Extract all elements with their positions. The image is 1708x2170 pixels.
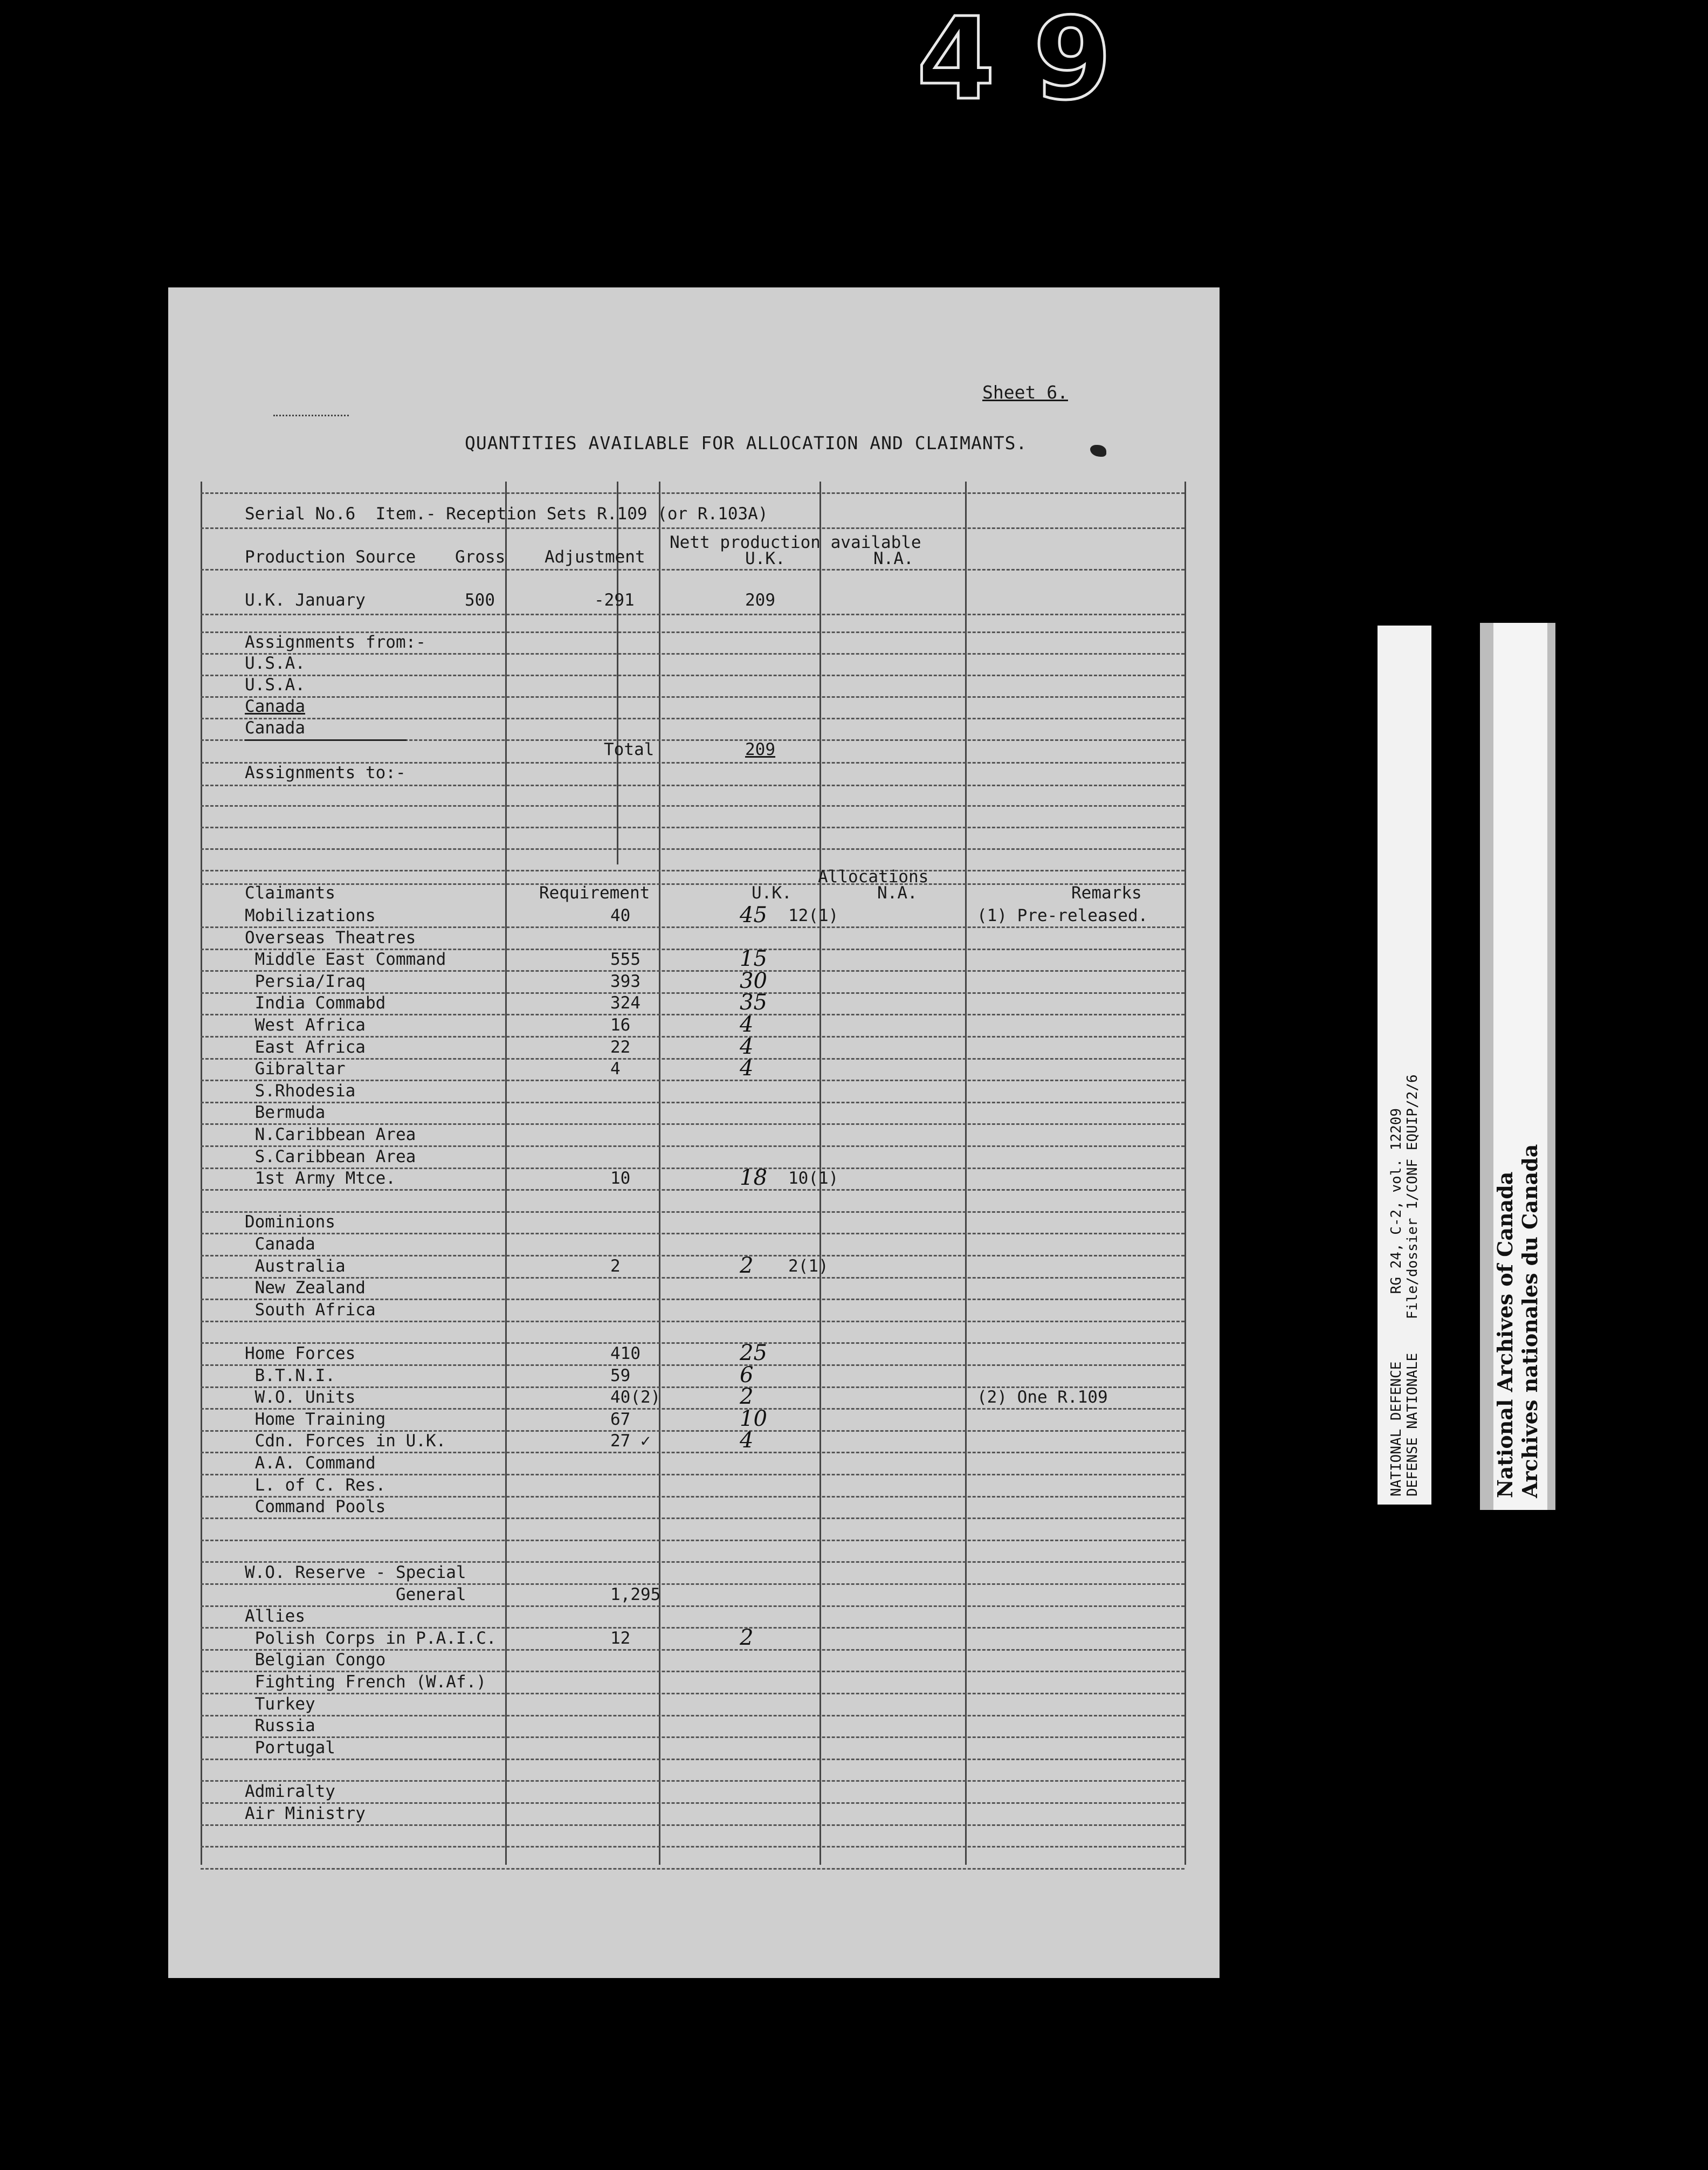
claimant-name: L. of C. Res. bbox=[245, 1475, 386, 1495]
claimant-requirement: 27 ✓ bbox=[610, 1431, 651, 1451]
claimant-requirement: 40(2) bbox=[610, 1388, 661, 1407]
claimant-requirement: 40 bbox=[610, 906, 631, 925]
claimant-name: Air Ministry bbox=[245, 1804, 366, 1823]
claimant-requirement: 59 bbox=[610, 1366, 631, 1385]
claimant-remark: (1) Pre-released. bbox=[977, 906, 1148, 925]
assignment-from-item: U.S.A. bbox=[245, 675, 305, 695]
handwritten-allocation: 45 bbox=[740, 903, 767, 928]
claimant-name: Overseas Theatres bbox=[245, 928, 416, 947]
claimant-requirement: 324 bbox=[610, 993, 640, 1013]
uk-january-gross: 500 bbox=[465, 590, 495, 610]
claimant-name: Fighting French (W.Af.) bbox=[245, 1672, 486, 1692]
claimant-uk-allocation: 2(1) bbox=[788, 1256, 829, 1276]
claimant-uk-allocation: 12(1) bbox=[788, 906, 839, 925]
claimant-name: S.Caribbean Area bbox=[245, 1147, 416, 1166]
assignments-from-label: Assignments from:- bbox=[245, 633, 426, 652]
archives-canada-label bbox=[1480, 623, 1555, 1510]
claimant-name: India Commabd bbox=[245, 993, 386, 1013]
handwritten-allocation: 18 bbox=[740, 1165, 767, 1190]
remarks-header: Remarks bbox=[1071, 883, 1142, 903]
claimant-remark: (2) One R.109 bbox=[977, 1388, 1108, 1407]
claimant-name: Turkey bbox=[245, 1694, 315, 1714]
claimant-requirement: 12 bbox=[610, 1629, 631, 1648]
ink-blot bbox=[1090, 445, 1106, 457]
claimant-name: Admiralty bbox=[245, 1782, 335, 1801]
claimant-requirement: 16 bbox=[610, 1015, 631, 1035]
handwritten-allocation: 35 bbox=[740, 990, 767, 1015]
alloc-na-header: N.A. bbox=[877, 883, 918, 903]
na-header: N.A. bbox=[873, 549, 914, 568]
claimant-requirement: 2 bbox=[610, 1256, 621, 1276]
claimant-name: Home Forces bbox=[245, 1344, 356, 1363]
claimant-name: Home Training bbox=[245, 1410, 386, 1429]
frame-number: 49 bbox=[917, 0, 1150, 125]
alloc-uk-header: U.K. bbox=[752, 883, 792, 903]
uk-header: U.K. bbox=[745, 549, 786, 568]
allocations-header: Allocations bbox=[818, 867, 929, 887]
claimant-requirement: 410 bbox=[610, 1344, 640, 1363]
claimant-name: Dominions bbox=[245, 1212, 335, 1232]
production-source-header: Production Source bbox=[245, 547, 416, 567]
requirement-header: Requirement bbox=[539, 883, 650, 903]
claimant-name: Portugal bbox=[245, 1738, 335, 1757]
claimant-name: Canada bbox=[245, 1234, 315, 1254]
serial-line: Serial No.6 Item.- Reception Sets R.109 (or R.103A) bbox=[245, 504, 768, 524]
claimant-name: Russia bbox=[245, 1716, 315, 1735]
handwritten-allocation: 25 bbox=[740, 1341, 767, 1365]
claimant-name: Middle East Command bbox=[245, 950, 446, 969]
claimant-name: South Africa bbox=[245, 1300, 376, 1320]
claimant-name: N.Caribbean Area bbox=[245, 1125, 416, 1144]
claimant-name: Belgian Congo bbox=[245, 1650, 386, 1670]
claimant-name: Allies bbox=[245, 1606, 305, 1626]
handwritten-allocation: 15 bbox=[740, 946, 767, 971]
total-label: Total bbox=[604, 740, 655, 759]
claimant-requirement: 393 bbox=[610, 972, 640, 991]
claimant-name: East Africa bbox=[245, 1038, 366, 1057]
assignment-from-item: Canada bbox=[245, 697, 305, 716]
total-value: 209 bbox=[745, 740, 775, 759]
claimant-name: Bermuda bbox=[245, 1103, 326, 1122]
assignment-from-item: U.S.A. bbox=[245, 654, 305, 673]
claimant-name: West Africa bbox=[245, 1015, 366, 1035]
claimant-name: Polish Corps in P.A.I.C. bbox=[245, 1629, 497, 1648]
claimant-requirement: 1,295 bbox=[610, 1585, 661, 1604]
claimant-name: Gibraltar bbox=[245, 1059, 346, 1079]
handwritten-allocation: 30 bbox=[740, 969, 767, 993]
claimant-name: B.T.N.I. bbox=[245, 1366, 335, 1385]
claimant-name: Persia/Iraq bbox=[245, 972, 366, 991]
claimant-name: General bbox=[245, 1585, 466, 1604]
allocation-table bbox=[201, 482, 1184, 1865]
handwritten-allocation: 2 bbox=[740, 1625, 754, 1650]
claimant-name: S.Rhodesia bbox=[245, 1081, 356, 1101]
uk-january-adjustment: -291 bbox=[594, 590, 635, 610]
handwritten-allocation: 6 bbox=[740, 1363, 754, 1388]
handwritten-allocation: 10 bbox=[740, 1406, 767, 1431]
claimant-requirement: 10 bbox=[610, 1169, 631, 1188]
handwritten-allocation: 4 bbox=[740, 1034, 754, 1059]
claimant-name: Australia bbox=[245, 1256, 346, 1276]
claimant-name: Cdn. Forces in U.K. bbox=[245, 1431, 446, 1451]
handwritten-allocation: 2 bbox=[740, 1253, 754, 1278]
assignment-from-item: Canada bbox=[245, 718, 305, 738]
uk-january-label: U.K. January bbox=[245, 590, 366, 610]
dash-mark bbox=[273, 415, 349, 416]
archives-canada-text: National Archives of Canada Archives nationales du Canada bbox=[1493, 1144, 1542, 1498]
adjustment-header: Adjustment bbox=[545, 547, 645, 567]
handwritten-allocation: 4 bbox=[740, 1012, 754, 1037]
claimant-requirement: 4 bbox=[610, 1059, 621, 1079]
claimant-name: W.O. Units bbox=[245, 1388, 356, 1407]
claimant-requirement: 67 bbox=[610, 1410, 631, 1429]
claimant-name: 1st Army Mtce. bbox=[245, 1169, 396, 1188]
gross-header: Gross bbox=[455, 547, 506, 567]
handwritten-allocation: 2 bbox=[740, 1384, 754, 1409]
claimant-requirement: 555 bbox=[610, 950, 640, 969]
nett-header: Nett production available bbox=[670, 533, 921, 552]
claimant-name: New Zealand bbox=[245, 1278, 366, 1297]
claimant-requirement: 22 bbox=[610, 1038, 631, 1057]
claimant-name: Mobilizations bbox=[245, 906, 376, 925]
document-sheet bbox=[168, 287, 1220, 1978]
uk-january-uk: 209 bbox=[745, 590, 775, 610]
handwritten-allocation: 4 bbox=[740, 1056, 754, 1081]
sheet-number: Sheet 6. bbox=[982, 382, 1068, 403]
claimant-uk-allocation: 10(1) bbox=[788, 1169, 839, 1188]
archive-reference-text: NATIONAL DEFENCE RG 24, C-2, vol. 12209 DEFENSE NATIONALE File/dossier 1/CONF EQUIP/2/6 bbox=[1388, 1074, 1421, 1496]
document-title: QUANTITIES AVAILABLE FOR ALLOCATION AND CLAIMANTS. bbox=[465, 432, 1028, 454]
claimants-header: Claimants bbox=[245, 883, 335, 903]
claimant-name: W.O. Reserve - Special bbox=[245, 1563, 466, 1582]
claimant-name: A.A. Command bbox=[245, 1453, 376, 1473]
handwritten-allocation: 4 bbox=[740, 1428, 754, 1453]
assignments-to-label: Assignments to:- bbox=[245, 763, 406, 782]
archive-reference-label bbox=[1378, 626, 1431, 1505]
claimant-name: Command Pools bbox=[245, 1497, 386, 1516]
